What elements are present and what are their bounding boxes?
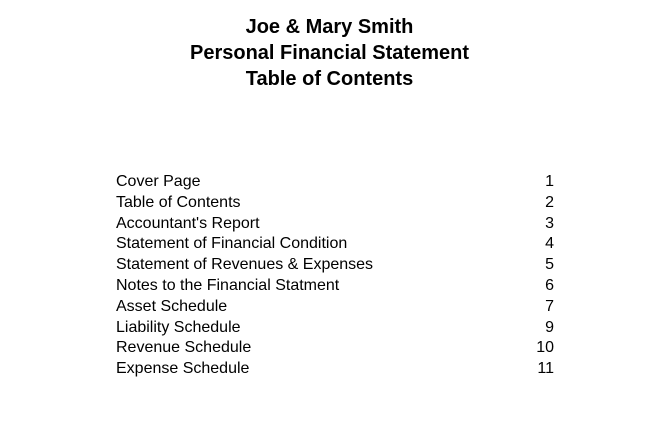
toc-entry-page: 7	[545, 297, 554, 315]
toc-entry-page: 10	[536, 339, 554, 357]
toc-row	[116, 193, 554, 214]
toc-row	[116, 172, 554, 193]
toc-entry-label: Accountant's Report	[116, 214, 260, 232]
toc-row	[116, 318, 554, 339]
toc-row	[116, 359, 554, 380]
client-name: Joe & Mary Smith	[245, 16, 414, 38]
toc-entry-page: 9	[545, 318, 554, 336]
toc-entry-page: 6	[545, 276, 554, 294]
toc-entry-page: 4	[545, 235, 554, 253]
toc-entry-label: Asset Schedule	[116, 297, 228, 315]
toc-entry-label: Cover Page	[116, 173, 201, 190]
document-header	[0, 14, 659, 92]
toc-row	[116, 255, 554, 276]
toc-row	[116, 234, 554, 255]
toc-entry-label: Revenue Schedule	[116, 339, 252, 357]
toc-entry-label: Expense Schedule	[116, 360, 250, 378]
toc-entry-page: 2	[545, 193, 554, 211]
toc-entry-label: Statement of Revenues & Expenses	[116, 256, 374, 274]
page-title: Table of Contents	[245, 68, 414, 90]
toc-entry-page: 1	[545, 173, 554, 190]
toc-entry-label: Table of Contents	[116, 193, 241, 211]
toc-entry-label: Statement of Financial Condition	[116, 235, 348, 253]
toc-row	[116, 297, 554, 318]
toc-entry-page: 5	[545, 256, 554, 274]
toc-row	[116, 214, 554, 235]
table-of-contents	[116, 172, 554, 380]
toc-row	[116, 338, 554, 359]
toc-entry-label: Notes to the Financial Statment	[116, 276, 340, 294]
toc-entry-page: 11	[537, 360, 554, 378]
toc-entry-page: 3	[545, 214, 554, 232]
toc-row	[116, 276, 554, 297]
toc-entry-label: Liability Schedule	[116, 318, 241, 336]
document-subtitle: Personal Financial Statement	[190, 42, 469, 64]
